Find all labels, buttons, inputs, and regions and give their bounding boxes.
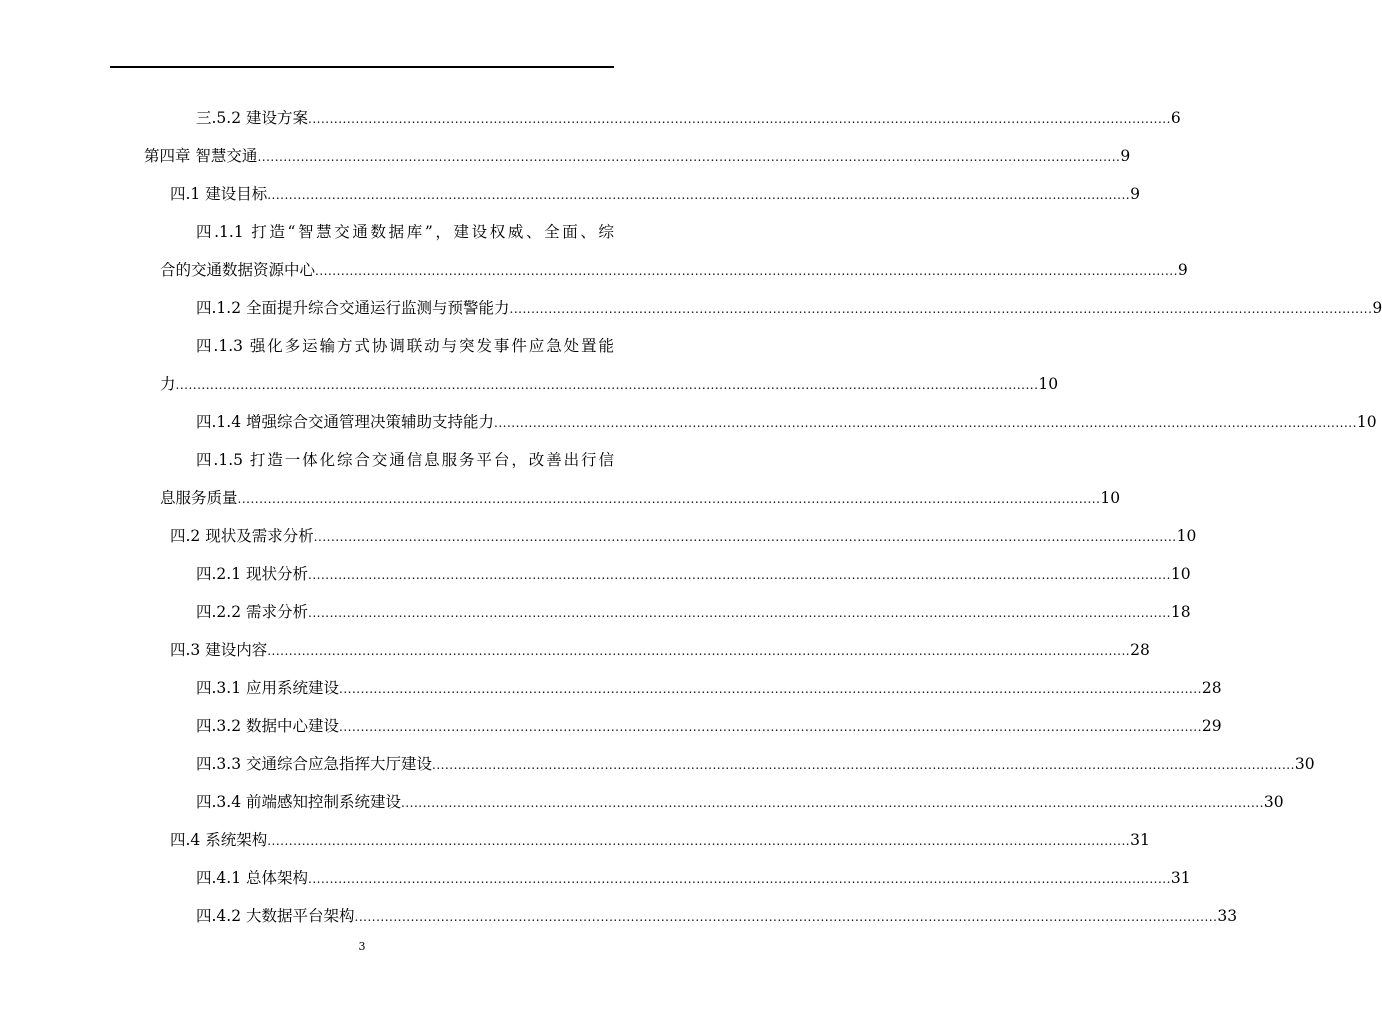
toc-entry-title: 四.1.4 增强综合交通管理决策辅助支持能力 (196, 413, 495, 431)
toc-leader-dots: ........................................................................................................................................................................................................ (308, 112, 1171, 126)
toc-page-number: 30 (1263, 793, 1284, 811)
toc-entry-4-4-2[interactable] (196, 906, 1238, 927)
toc-leader-dots: ........................................................................................................................................................................................................ (315, 264, 1178, 278)
toc-page-number: 9 (1177, 261, 1188, 279)
toc-page-number: 31 (1170, 869, 1191, 887)
toc-entry-4-1-3-line1[interactable]: 四.1.3 强化多运输方式协调联动与突发事件应急处置能 (196, 337, 614, 355)
toc-leader-dots: ........................................................................................................................................................................................................ (354, 910, 1218, 924)
toc-entry-title: 四.4.2 大数据平台架构 (196, 907, 355, 925)
toc-entry-4-3-1[interactable] (196, 678, 1222, 699)
toc-page-number: 29 (1201, 717, 1222, 735)
toc-page-number: 28 (1201, 679, 1222, 697)
toc-entry-title: 三.5.2 建设方案 (196, 109, 309, 127)
toc-page-number: 28 (1130, 641, 1150, 659)
toc-leader-dots: ........................................................................................................................................................................................................ (313, 530, 1177, 544)
toc-entry-title: 四.3.3 交通综合应急指挥大厅建设 (196, 755, 433, 773)
toc-entry-4-1-5-line1[interactable]: 四.1.5 打造一体化综合交通信息服务平台，改善出行信 (196, 451, 614, 469)
toc-page-number: 31 (1130, 831, 1150, 849)
toc-entry-title: 四.3.1 应用系统建设 (196, 679, 340, 697)
toc-entry-3-5-2[interactable] (196, 108, 1181, 129)
toc-entry-title: 合的交通数据资源中心 (160, 261, 316, 279)
toc-page-number: 6 (1170, 109, 1181, 127)
toc-page-number: 33 (1217, 907, 1238, 925)
toc-entry-4-3-2[interactable] (196, 716, 1222, 737)
toc-entry-4-4-1[interactable] (196, 868, 1191, 889)
toc-leader-dots: ........................................................................................................................................................................................................ (509, 302, 1373, 316)
toc-entry-4-1-5[interactable] (160, 488, 1121, 509)
toc-entry-title: 四.1 建设目标 (170, 185, 268, 203)
toc-leader-dots: ........................................................................................................................................................................................................ (432, 758, 1295, 772)
toc-entry-4-2-1[interactable] (196, 564, 1191, 585)
toc-page-number: 10 (1038, 375, 1059, 393)
toc-leader-dots: ........................................................................................................................................................................................................ (339, 682, 1202, 696)
toc-entry-title: 四.3.2 数据中心建设 (196, 717, 340, 735)
page-number-footer: 3 (358, 940, 366, 953)
toc-leader-dots: ........................................................................................................................................................................................................ (308, 568, 1171, 582)
toc-page-number: 10 (1176, 527, 1197, 545)
toc-entry-4-1-1-line1[interactable]: 四.1.1 打造“智慧交通数据库”，建设权威、全面、综 (196, 223, 614, 241)
toc-entry-4-1-1[interactable] (160, 260, 1188, 281)
toc-leader-dots: ........................................................................................................................................................................................................ (267, 644, 1131, 658)
toc-page-number: 10 (1170, 565, 1191, 583)
toc-entry-4-2-2[interactable] (196, 602, 1191, 623)
toc-entry-title: 四.2.1 现状分析 (196, 565, 309, 583)
toc-entry-4-1-2[interactable] (196, 298, 1382, 319)
toc-entry-title: 四.4 系统架构 (170, 831, 268, 849)
toc-page-number: 9 (1120, 147, 1131, 165)
toc-entry-4-1-3[interactable] (160, 374, 1059, 395)
toc-leader-dots: ........................................................................................................................................................................................................ (267, 834, 1131, 848)
toc-page-number: 10 (1356, 413, 1377, 431)
toc-entry-title: 四.3 建设内容 (170, 641, 268, 659)
toc-leader-dots: ........................................................................................................................................................................................................ (175, 378, 1039, 392)
toc-leader-dots: ........................................................................................................................................................................................................ (494, 416, 1357, 430)
toc-leader-dots: ........................................................................................................................................................................................................ (267, 188, 1131, 202)
toc-entry-4-4[interactable] (170, 830, 1150, 851)
toc-entry-title: 四.2 现状及需求分析 (170, 527, 314, 545)
toc-leader-dots: ........................................................................................................................................................................................................ (257, 150, 1121, 164)
toc-entry-title: 第四章 智慧交通 (144, 147, 258, 165)
toc-entry-4-1[interactable] (170, 184, 1140, 205)
toc-leader-dots: ........................................................................................................................................................................................................ (401, 796, 1264, 810)
toc-entry-title: 四.2.2 需求分析 (196, 603, 309, 621)
toc-entry-title: 四.3.4 前端感知控制系统建设 (196, 793, 402, 811)
toc-entry-title: 四.1.2 全面提升综合交通运行监测与预警能力 (196, 299, 510, 317)
toc-leader-dots: ........................................................................................................................................................................................................ (237, 492, 1101, 506)
toc-entry-4-3-4[interactable] (196, 792, 1284, 813)
toc-leader-dots: ........................................................................................................................................................................................................ (308, 606, 1171, 620)
toc-page-number: 10 (1100, 489, 1121, 507)
toc-page-number: 18 (1170, 603, 1191, 621)
toc-entry-title: 息服务质量 (160, 489, 238, 507)
header-rule (110, 66, 614, 68)
toc-entry-4-2[interactable] (170, 526, 1197, 547)
toc-entry-4-3[interactable] (170, 640, 1150, 661)
toc-entry-title: 四.4.1 总体架构 (196, 869, 309, 887)
toc-page-number: 9 (1130, 185, 1140, 203)
toc-entry-title: 力 (160, 375, 176, 393)
toc-page-number: 9 (1372, 299, 1382, 317)
toc-entry-chapter-4[interactable] (144, 146, 1131, 167)
toc-leader-dots: ........................................................................................................................................................................................................ (339, 720, 1202, 734)
toc-page-number: 30 (1294, 755, 1315, 773)
toc-leader-dots: ........................................................................................................................................................................................................ (308, 872, 1171, 886)
toc-entry-4-1-4[interactable] (196, 412, 1377, 433)
toc-entry-4-3-3[interactable] (196, 754, 1315, 775)
